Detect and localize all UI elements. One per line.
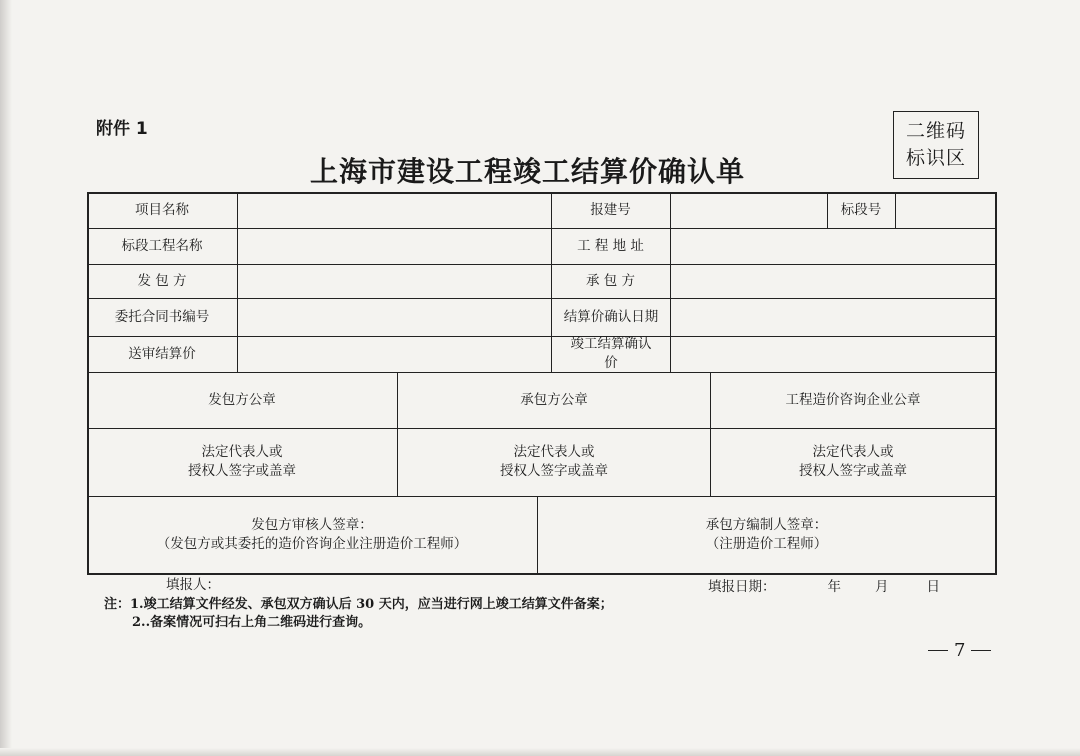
- field-final-price[interactable]: [671, 336, 995, 372]
- legal-rep-line1: 法定代表人或: [812, 444, 894, 460]
- label-submitted-price: 送审结算价: [128, 345, 196, 362]
- field-contract-no[interactable]: [238, 298, 551, 336]
- qr-label-line1: 二维码: [905, 120, 966, 142]
- field-address[interactable]: [671, 228, 995, 264]
- legal-rep-line2: 授权人签字或盖章: [500, 463, 608, 479]
- label-section-name: 标段工程名称: [121, 237, 203, 254]
- field-contractor[interactable]: [671, 264, 995, 298]
- label-confirm-date: 结算价确认日期: [563, 308, 659, 325]
- dash-right: [971, 650, 991, 652]
- scan-edge-shadow: [0, 0, 12, 756]
- page-title: 上海市建设工程竣工结算价确认单: [310, 155, 746, 188]
- month-label: 月: [875, 579, 889, 595]
- note-1: 注：1.竣工结算文件经发、承包双方确认后 30 天内，应当进行网上竣工结算文件备案；: [104, 597, 613, 612]
- year-label: 年: [827, 579, 841, 595]
- fill-date: [708, 575, 940, 595]
- legal-rep-line1: 法定代表人或: [513, 444, 595, 460]
- note-2: 2..备案情况可扫右上角二维码进行查询。: [132, 615, 372, 630]
- field-section-no[interactable]: [896, 192, 996, 228]
- label-project-name: 项目名称: [135, 201, 189, 218]
- label-final-price: 竣工结算确认价: [570, 336, 652, 371]
- contractor-seal-label: 承包方公章: [520, 391, 588, 408]
- legal-rep-line1: 法定代表人或: [201, 444, 283, 460]
- field-submitted-price[interactable]: [238, 336, 551, 372]
- label-section-no: 标段号: [840, 201, 882, 218]
- label-contractor: 承 包 方: [585, 272, 636, 289]
- page-number: [922, 640, 997, 661]
- consultant-seal-label: 工程造价咨询企业公章: [785, 391, 921, 408]
- label-address: 工 程 地 址: [577, 237, 644, 254]
- consultant-legal-rep[interactable]: [711, 428, 995, 496]
- page-number-value: 7: [954, 640, 966, 661]
- label-employer: 发 包 方: [137, 272, 187, 289]
- qr-label-line2: 标识区: [905, 147, 966, 169]
- compiler-line1: 承包方编制人签章：: [705, 517, 828, 533]
- attachment-label: 附件 1: [96, 119, 148, 139]
- compiler-line2: （注册造价工程师）: [705, 536, 828, 552]
- settlement-table: [87, 192, 997, 575]
- qr-code-area: [893, 111, 979, 179]
- contractor-legal-rep[interactable]: [398, 428, 710, 496]
- fill-date-label: 填报日期：: [708, 579, 776, 595]
- contractor-compiler-signature[interactable]: [538, 496, 995, 574]
- employer-legal-rep[interactable]: [87, 428, 397, 496]
- legal-rep-line2: 授权人签字或盖章: [188, 463, 296, 479]
- employer-reviewer-signature[interactable]: [87, 496, 537, 574]
- legal-rep-line2: 授权人签字或盖章: [799, 463, 907, 479]
- field-report-no[interactable]: [671, 192, 827, 228]
- dash-left: [928, 650, 948, 652]
- scan-bottom-shadow: [0, 748, 1080, 756]
- field-confirm-date[interactable]: [671, 298, 995, 336]
- field-employer[interactable]: [238, 264, 551, 298]
- day-label: 日: [926, 579, 940, 595]
- reviewer-line2: （发包方或其委托的造价咨询企业注册造价工程师）: [156, 536, 468, 552]
- field-section-name[interactable]: [238, 228, 551, 264]
- label-contract-no: 委托合同书编号: [114, 308, 210, 325]
- field-project-name[interactable]: [238, 192, 551, 228]
- label-report-no: 报建号: [590, 201, 631, 218]
- employer-seal-label: 发包方公章: [208, 391, 276, 408]
- filler-label: 填报人：: [166, 577, 220, 593]
- reviewer-line1: 发包方审核人签章：: [251, 517, 373, 533]
